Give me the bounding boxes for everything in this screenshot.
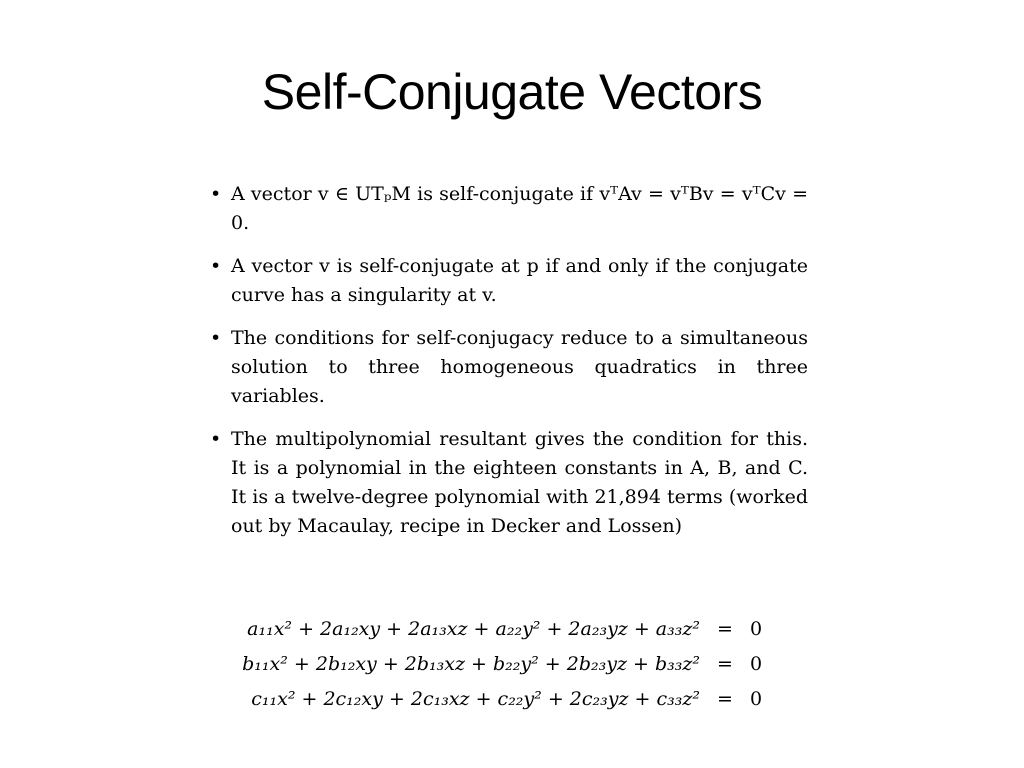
equation-rhs: 0	[750, 618, 763, 640]
bullet-text: A vector v ∈ UTₚM is self-conjugate if vᵀAv = vᵀBv = vᵀCv = 0.	[231, 183, 808, 234]
bullet-text: The multipolynomial resultant gives the condition for this. It is a polynomial in the eighteen constants in A, B, and C. It is a twelve-degree polynomial with 21,894 terms (worked out by Macaulay, recipe in Decker and Lossen)	[231, 428, 808, 537]
bullet-text: A vector v is self-conjugate at p if and only if the conjugate curve has a singularity at v.	[231, 255, 808, 306]
bullet-item	[208, 324, 808, 411]
equals-sign: =	[717, 688, 733, 710]
bullet-item	[208, 180, 808, 238]
bullet-item	[208, 252, 808, 310]
equation-row	[222, 612, 780, 647]
bullet-marker: •	[210, 183, 222, 205]
bullet-marker: •	[210, 428, 222, 450]
equation-row	[222, 682, 780, 717]
equation-rhs: 0	[750, 688, 763, 710]
equation-lhs: a₁₁x² + 2a₁₂xy + 2a₁₃xz + a₂₂y² + 2a₂₃yz + a₃₃z²	[247, 618, 700, 640]
equals-sign: =	[717, 653, 733, 675]
slide-title: Self-Conjugate Vectors	[261, 64, 763, 120]
equation-lhs: b₁₁x² + 2b₁₂xy + 2b₁₃xz + b₂₂y² + 2b₂₃yz + b₃₃z²	[242, 653, 700, 675]
bullet-marker: •	[210, 327, 222, 349]
equals-sign: =	[717, 618, 733, 640]
equation-row	[222, 647, 780, 682]
bullet-text: The conditions for self-conjugacy reduce to a simultaneous solution to three homogeneous quadratics in three variables.	[231, 327, 808, 407]
bullet-list	[208, 180, 808, 555]
bullet-marker: •	[210, 255, 222, 277]
equation-rhs: 0	[750, 653, 763, 675]
equation-lhs: c₁₁x² + 2c₁₂xy + 2c₁₃xz + c₂₂y² + 2c₂₃yz + c₃₃z²	[251, 688, 700, 710]
bullet-item	[208, 425, 808, 541]
equation-system	[222, 612, 780, 717]
